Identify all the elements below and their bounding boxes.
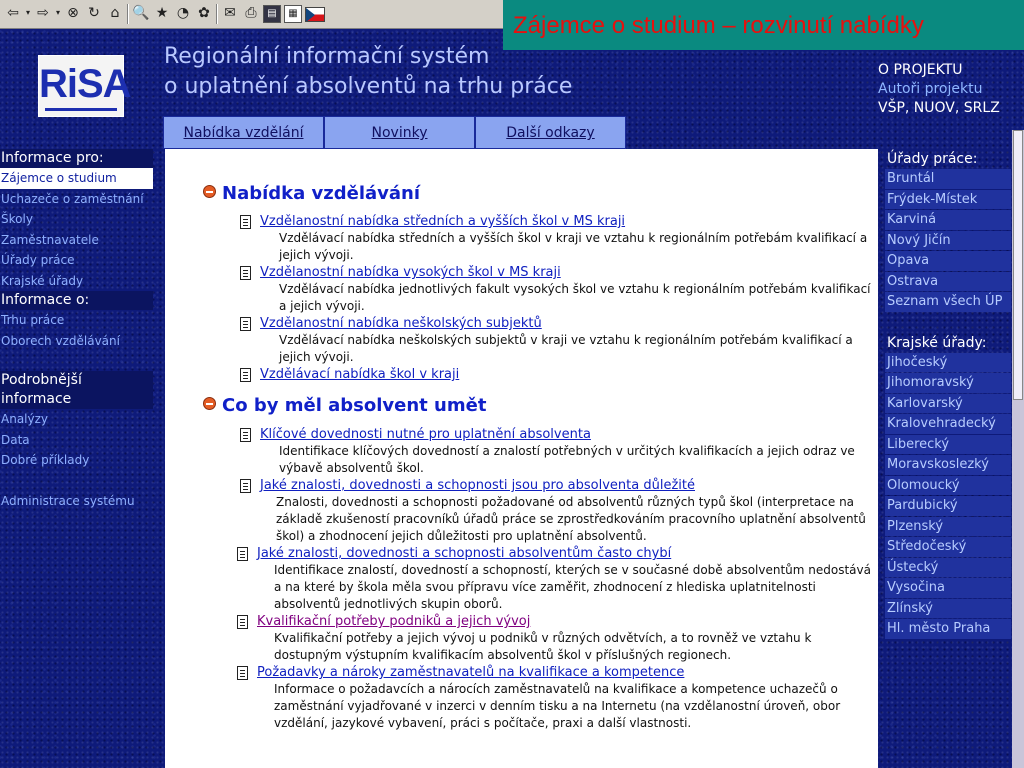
main-tabs <box>163 116 626 149</box>
forward-dropdown-icon[interactable]: ▾ <box>55 8 60 17</box>
region-item[interactable]: Zlínský <box>885 599 1011 619</box>
list-item <box>240 213 878 264</box>
nav-heading-detailed-info: Podrobnější informace <box>0 371 153 409</box>
nav-spacer <box>0 351 153 371</box>
main-content <box>165 149 878 768</box>
office-item[interactable]: Ostrava <box>885 272 1011 292</box>
nav-spacer <box>0 471 153 491</box>
forward-icon[interactable]: ⇨ <box>37 5 49 21</box>
nav-item-system-admin[interactable]: Administrace systému <box>1 493 135 508</box>
region-item[interactable]: Jihomoravský <box>885 373 1011 393</box>
document-icon <box>237 615 248 629</box>
document-icon <box>240 368 251 382</box>
item-link[interactable]: Vzdělanostní nabídka vysokých škol v MS kraji <box>260 265 561 280</box>
toolbar-separator <box>127 4 129 24</box>
document-icon <box>237 547 248 561</box>
region-item[interactable]: Olomoucký <box>885 476 1011 496</box>
region-item[interactable]: Jihočeský <box>885 353 1011 373</box>
logo-underline <box>45 108 117 111</box>
scrollbar-thumb[interactable] <box>1013 130 1023 400</box>
document-icon <box>240 428 251 442</box>
organizations-text: VŠP, NUOV, SRLZ <box>878 100 1000 116</box>
discuss-icon[interactable]: ▦ <box>284 5 302 23</box>
site-title-line1: Regionální informační systém <box>164 44 490 69</box>
item-link[interactable]: Jaké znalosti, dovednosti a schopnosti absolventům často chybí <box>257 546 672 561</box>
list-item <box>237 545 878 613</box>
item-link[interactable]: Vzdělanostní nabídka neškolských subjektů <box>260 316 542 331</box>
site-title-line2: o uplatnění absolventů na trhu práce <box>164 74 573 99</box>
nav-heading-info-for: Informace pro: <box>0 149 153 168</box>
item-link[interactable]: Vzdělanostní nabídka středních a vyšších škol v MS kraji <box>260 214 626 229</box>
list-item <box>237 664 878 732</box>
nav-item-regional-offices[interactable]: Krajské úřady <box>1 273 84 288</box>
office-item[interactable]: Opava <box>885 251 1011 271</box>
slide-title-bar <box>503 0 1024 50</box>
nav-item-data[interactable]: Data <box>1 432 30 447</box>
section-title[interactable] <box>203 395 878 417</box>
office-item[interactable]: Karviná <box>885 210 1011 230</box>
home-icon[interactable]: ⌂ <box>110 5 120 21</box>
document-icon <box>240 215 251 229</box>
czech-flag-icon[interactable] <box>305 7 325 22</box>
section-title[interactable] <box>203 183 878 205</box>
office-item[interactable]: Frýdek-Místek <box>885 190 1011 210</box>
browser-toolbar <box>0 0 503 29</box>
edit-icon[interactable]: ▤ <box>263 5 281 23</box>
section-education-offer <box>203 183 878 383</box>
logo-text: RiSA <box>39 62 131 106</box>
rn-heading-regional-offices: Krajské úřady: <box>887 334 987 351</box>
region-item[interactable]: Středočeský <box>885 537 1011 557</box>
rn-heading-labour-offices: Úřady práce: <box>887 151 978 167</box>
nav-item-labour-offices[interactable]: Úřady práce <box>1 253 75 267</box>
region-item[interactable]: Liberecký <box>885 435 1011 455</box>
section-title-text: Nabídka vzdělávání <box>222 183 421 204</box>
media-icon[interactable]: ✿ <box>198 5 210 21</box>
document-icon <box>240 266 251 280</box>
back-icon[interactable]: ⇦ <box>7 5 19 21</box>
list-item <box>240 477 878 545</box>
print-icon[interactable]: ⎙ <box>245 5 257 21</box>
tab-more-links[interactable]: Další odkazy <box>475 116 626 149</box>
slide-title: Zájemce o studium – rozvinutí nabídky <box>513 12 924 39</box>
back-dropdown-icon[interactable]: ▾ <box>25 8 30 17</box>
item-link[interactable]: Požadavky a nároky zaměstnavatelů na kvalifikace a kompetence <box>257 665 685 680</box>
list-item <box>237 613 878 664</box>
section-title-text: Co by měl absolvent umět <box>222 395 487 416</box>
mail-icon[interactable]: ✉ <box>224 5 236 21</box>
office-item[interactable]: Bruntál <box>885 169 1011 189</box>
nav-item-fields-of-study[interactable]: Oborech vzdělávání <box>1 333 120 348</box>
list-item <box>240 366 878 383</box>
nav-item-analyses[interactable]: Analýzy <box>1 412 49 426</box>
authors-link[interactable]: Autoři projektu <box>878 81 983 97</box>
list-item <box>240 426 878 477</box>
region-item[interactable]: Plzenský <box>885 517 1011 537</box>
nav-heading-info-about: Informace o: <box>0 291 153 310</box>
page-scrollbar[interactable] <box>1012 130 1024 768</box>
document-icon <box>240 317 251 331</box>
section-graduate-skills <box>203 395 878 732</box>
item-description: Vzdělávací nabídka jednotlivých fakult vysokých škol ve vztahu k regionálním potřebám kvalifikací a jejich vývoji. <box>279 282 871 313</box>
item-description: Znalosti, dovednosti a schopnosti požadované od absolventů různých typů škol (interpretace na základě zkušeností pracovníků úřadů práce se zprostředkováním pracovního uplatnění absolventů škol) a zhodnocení jejich důležitosti pro uplatnění absolventů. <box>276 495 866 543</box>
tab-education-offer[interactable]: Nabídka vzdělání <box>163 116 324 149</box>
office-item-list-all[interactable]: Seznam všech ÚP <box>885 292 1011 312</box>
nav-item-job-seeker[interactable]: Uchazeče o zaměstnání <box>1 191 144 206</box>
document-icon <box>240 479 251 493</box>
item-link[interactable]: Vzdělávací nabídka škol v kraji <box>260 367 460 382</box>
about-project-link[interactable]: O PROJEKTU <box>878 62 963 78</box>
item-link[interactable]: Jaké znalosti, dovednosti a schopnosti jsou pro absolventa důležité <box>260 478 695 493</box>
region-item[interactable]: Karlovarský <box>885 394 1011 414</box>
tab-news[interactable]: Novinky <box>324 116 475 149</box>
refresh-icon[interactable]: ↻ <box>88 5 100 21</box>
office-item[interactable]: Nový Jičín <box>885 231 1011 251</box>
list-item <box>240 264 878 315</box>
top-right-links <box>878 61 1000 118</box>
item-description: Vzdělávací nabídka středních a vyšších škol v kraji ve vztahu k regionálním potřebám kvalifikací a jejich vývoji. <box>279 231 868 262</box>
nav-item-schools[interactable]: Školy <box>1 212 33 226</box>
item-link[interactable]: Klíčové dovednosti nutné pro uplatnění absolventa <box>260 427 591 442</box>
rn-spacer <box>885 313 1011 333</box>
search-icon[interactable]: 🔍 <box>132 5 150 21</box>
history-icon[interactable]: ◔ <box>176 5 190 21</box>
collapse-icon[interactable] <box>203 185 216 198</box>
nav-item-labour-market[interactable]: Trhu práce <box>1 313 65 327</box>
item-description: Vzdělávací nabídka neškolských subjektů v kraji ve vztahu k regionálním potřebám kvalifikací a jejich vývoji. <box>279 333 853 364</box>
region-item[interactable]: Hl. město Praha <box>885 619 1011 639</box>
toolbar-separator <box>216 4 218 24</box>
region-item[interactable]: Pardubický <box>885 496 1011 516</box>
risa-logo[interactable] <box>38 55 131 117</box>
left-navigation <box>0 149 153 511</box>
region-item[interactable]: Ústecký <box>885 558 1011 578</box>
item-link[interactable]: Kvalifikační potřeby podniků a jejich vývoj <box>257 614 531 629</box>
stop-icon[interactable]: ⊗ <box>67 5 79 21</box>
document-icon <box>237 666 248 680</box>
region-item[interactable]: Kralovehradecký <box>885 414 1011 434</box>
nav-item-study-applicant[interactable]: Zájemce o studium <box>0 168 153 189</box>
site-title <box>164 42 572 102</box>
item-description: Kvalifikační potřeby a jejich vývoj u podniků v různých odvětvích, a to rovněž ve vztahu k dostupným výstupním kvalifikacím absolventů škol v příslušných regionech. <box>274 631 812 662</box>
item-description: Informace o požadavcích a nárocích zaměstnavatelů na kvalifikace a kompetence uchazečů o zaměstnání vyjadřované v inzerci v denním tisku a na Internetu (na vzdělanostní úroveň, obor vzdělání, jazykové vybavení, práci s počítače, praxi a další vlastnosti. <box>274 682 841 730</box>
item-description: Identifikace znalostí, dovedností a schopností, kterých se v současné době absolventům nedostává a na které by škola měla svou přípravu více zaměřit, zhodnocení z hlediska uplatnitelnosti absolventů jednotlivých skupin oborů. <box>274 563 871 611</box>
collapse-icon[interactable] <box>203 397 216 410</box>
favorites-icon[interactable]: ★ <box>155 5 169 21</box>
item-description: Identifikace klíčových dovedností a znalostí potřebných v určitých kvalifikacích a jejich odraz ve výbavě absolventů škol. <box>279 444 855 475</box>
nav-item-employers[interactable]: Zaměstnavatele <box>1 232 99 247</box>
region-item[interactable]: Vysočina <box>885 578 1011 598</box>
list-item <box>240 315 878 366</box>
region-item[interactable]: Moravskoslezký <box>885 455 1011 475</box>
nav-item-good-examples[interactable]: Dobré příklady <box>1 453 90 467</box>
right-navigation <box>885 149 1011 640</box>
